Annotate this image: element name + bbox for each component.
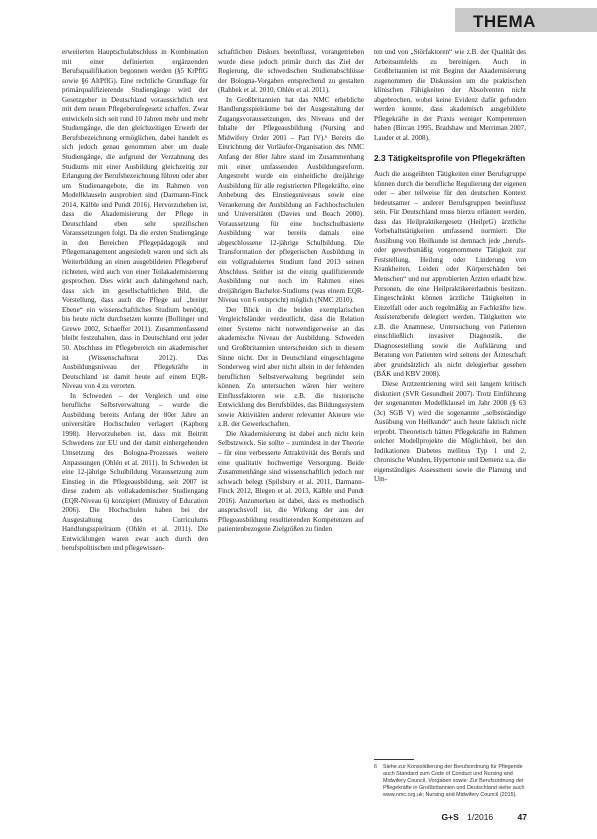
footnote <box>374 764 526 799</box>
section-header-label: THEMA <box>473 12 536 31</box>
footnote-text: Siehe zur Konsolidierung der Berufsordnung für Pflegende auch Standard zum Code of Conduct und Nursing and Midwifery Council, Vorgaben sowie: Zur Berufsordnung der Pflegekräfte in Großbritannien und Deutschland siehe auch www.nmc.org.uk; Nursing and Midwifery Council (2015). <box>383 764 525 798</box>
column1-paragraph: erweiterten Hauptschulabschluss in Kombination mit einer definierten ergänzenden Berufsqualifikation begonnen werden (§5 KrPflG sowie §6 AltPflG). Eine rechtliche Grundlage für primärqualifizierende Studiengänge wird der Gesetzgeber in Deutschland voraussichtlich erst mit dem neuen Pflegeberufegesetz schaffen. Zwar entwickeln sich seit rund 10 Jahren mehr und mehr Studiengänge, die den gleichzeitigen Erwerb der Berufsbezeichnung ermöglichen, dabei handelt es sich jedoch genau genommen aber um duale Studiengänge, die aufgrund der Verzahnung des Studiums mit einer Ausbildung gleichzeitig zur Erlangung der Berufsbezeichnung führen oder aber um Studienangebote, die im Rahmen von Modellklauseln ausprobiert sind (Darmann-Finck 2014, Kälble und Pundt 2016). Hervorzuheben ist, dass die Akademisierung der Pflege in Deutschland eben sehr spezifischen Voraussetzungen folgt. Da die ersten Studiengänge in den Bereichen Pflegepädagogik und Pflegemanagement angesiedelt waren und sich als Weiterbildung an einen ausgebildeten Pflegeberuf richteten, wird auch von einer Teilakademisierung gesprochen. Dies wirkt auch dahingehend nach, dass sich im gesellschaftlichen Bild, die Vorstellung, dass auch die Pflege auf „breiter Ebene“ ein wissenschaftliches Studium benötigt, bis heute nicht durchsetzen konnte (Bollinger und Grewe 2002, Schaeffer 2011). Zusammenfassend bleibt festzuhalten, dass in Deutschland erst jeder 50. Abschluss im Pflegebereich ein akademischer ist (Wissenschaftsrat 2012). Das Ausbildungsniveau der Pflegekräfte in Deutschland ist damit heute auf einem EQR-Niveau von 4 zu verorten. <box>62 48 208 391</box>
footnote-number: 6 <box>374 764 377 770</box>
text-column-3 <box>374 48 526 804</box>
column3-paragraph: Diese Arztzentrierung wird seit langem kritisch diskutiert (SVR Gesundheit 2007). Trotz Einführung der sogenannten Modellklausel im Jahr 2008 (§ 63 (3c) SGB V) wird die sogenannte „selbstständige Ausübung von Heilkunde“ auch heute faktisch nicht erprobt. Theoretisch hätten Pflegekräfte im Rahmen solcher Modellprojekte die Möglichkeit, bei den Indikationen Diabetes mellitus Typ 1 und 2, chronische Wunden, Hypertonie und Demenz u.a. die eigenständiges Assessment sowie die Planung und Um- <box>374 380 526 484</box>
column3-paragraph: Auch die ausgeübten Tätigkeiten einer Berufsgruppe können durch die berufliche Regulierung der eigenen oder – aber teilweise für den deutschen Kontext bedeutsamer – anderer Berufsgruppen beeinflusst sein. Für Deutschland muss hierzu erläutert werden, dass das Heilpraktikergesetz (HeilprG) ärztliche Vorbehaltstätigkeiten umfassend normiert: Die Ausübung von Heilkunde ist demnach jede „berufs- oder gewerbsmäßig vorgenommene Tätigkeit zur Feststellung, Heilung oder Linderung von Krankheiten, Leiden oder Körperschäden bei Menschen“ und nur approbierten Ärzten erlaubt bzw. Personen, die eine Heilpraktikererlaubnis besitzen. Eingeschränkt können ärztliche Tätigkeiten in Einzelfall oder auch regelmäßig an Fachkräfte bzw. Assistenzberufe delegiert werden. Tätigkeiten wie z.B. die Anamnese, Untersuchung von Patienten einschließlich invasiver Diagnostik, die Diagnosestellung sowie die Aufklärung und Beratung von Patienten wird seitens der Ärzteschaft aber grundsätzlich als nicht delegierbar gesehen (BÄK und KBV 2008). <box>374 169 526 379</box>
text-column-2 <box>218 48 364 804</box>
footnote-divider <box>374 759 414 760</box>
section-heading: 2.3 Tätigkeitsprofile von Pflegekräften <box>374 153 526 164</box>
column2-paragraph: Der Blick in die beiden exemplarischen Vergleichsländer verdeutlicht, dass die Relation einer Systeme nicht notwendigerweise an das akademische Niveau der Ausbildung. Schweden und Großbritannien unterscheiden sich in diesem Sinne nicht. Der in Deutschland eingeschlagene Sonderweg wird aber nicht allein in der fehlenden beruflichen Selbstverwaltung begründet sein können. Zu untersuchen wären hier weitere Einflussfaktoren wie z.B. die historische Entwicklung des Berufsbildes, das Bildungssystem sowie Aktivitäten anderer relevanter Akteure wie z.B. der Gewerkschaften. <box>218 305 364 429</box>
column2-paragraph: schaftlichen Diskurs beeinflusst, vorangetrieben wurde diese jedoch primär durch das Ziel der Regierung, die schwedischen Studienabschlüsse der Bologna-Vorgaben entsprechend zu gestalten (Rahbek et al. 2010, Ohlén et al. 2011). <box>218 48 364 95</box>
column2-paragraph: Die Akademisierung ist dabei auch nicht kein Selbstzweck. Sie sollte – zumindest in der Theorie – für eine verbesserte Attraktivität des Berufs und eine qualitativ hochwertige Versorgung. Beide Zusammenhänge sind wissenschaftlich jedoch nur schwach belegt (Spilsbury et al. 2011, Darmann-Finck 2012, Blegen et al. 2013, Kälble und Pundt 2016). Anzumerken ist dabei, dass es methodisch anspruchsvoll ist, die Wirkung der aus der Pflegeausbildung resultierenden Kompetenzen auf patientenbezogene Zielgrößen zu finden <box>218 429 364 534</box>
page-number: 47 <box>517 812 527 822</box>
section-header-bar <box>455 8 597 32</box>
column1-paragraph: In Schweden – der Vergleich und eine berufliche Selbstverwaltung – wurde die Ausbildung bereits Anfang der 80er Jahre an universitäre Hochschulen verlagert (Kapborg 1998). Hervorzuheben ist, dass mit Beitritt Schwedens zur EU und der damit einhergehenden Umsetzung des Bologna-Prozesses weitere Anpassungen (Ohlén et al. 2011). In Schweden ist eine 12-jährige Schulbildung Voraussetzung zum Einstieg in die Pflegeausbildung, seit 2007 ist diese zudem als vollakademischer Studiengang (EQR-Niveau 6) konzipiert (Ministry of Education 2006). Die Hochschulen haben bei der Ausgestaltung des Curriculums Handlungsspielraum (Ohlén et al. 2011). Die Entwicklungen waren zwar auch durch den berufspolitischen und pflegewissen- <box>62 391 208 553</box>
column2-paragraph: In Großbritannien hat das NMC erhebliche Handlungsspielräume bei der Ausgestaltung der Zugangsvoraussetzungen, des Niveaus und der Inhalte der Pflegeausbildung (Nursing and Midwifery Order 2001 – Part IV).⁶ Bereits die Einrichtung der Vorläufer-Organisation des NMC Anfang der 80er Jahre stand im Zusammenhang mit einer umfassenden Ausbildungsreform. Angestrebt wurde ein einheitliche dreijährige Ausbildung für alle registrierten Pflegekräfte, eine Anhebung des Einstiegsniveaus sowie eine Verankerung der Ausbildung an Fachhochschulen und Universitäten (Davies und Beach 2000). Voraussetzung für eine hochschulbasierte Ausbildung war bereits damals eine abgeschlossene 12-jährige Schulbildung. Die Transformation der pflegerischen Ausbildung in ein vollgraduiertes Studium fand 2013 seinen Abschluss. Seither ist die einzig qualifizierende Ausbildung nur noch im Rahmen eines dreijährigen Bachelor-Studiums (was einem EQR-Niveau von 6 entspricht) möglich (NMC 2010). <box>218 95 364 305</box>
column3-intro-paragraph: ten und von „Störfaktoren“ wie z.B. der Qualität des Arbeitsumfelds zu bereinigen. Auch in Großbritannien ist mit Beginn der Akademisierung zugenommen die Diskussion um die praktischen klinischen Fähigkeiten der Absolventen nicht abgebrochen, wobei keine Evidenz dafür gefunden werden konnte, dass akademisch ausgebildete Pflegekräfte in der Praxis weniger Kompetenzen haben (Bircan 1995, Bradshaw und Merriman 2007, Lauder et al. 2008). <box>374 48 526 142</box>
journal-brand: G+S <box>441 812 459 822</box>
issue-number: 1/2016 <box>467 812 494 822</box>
page-footer <box>442 812 527 822</box>
text-column-1 <box>62 48 208 804</box>
